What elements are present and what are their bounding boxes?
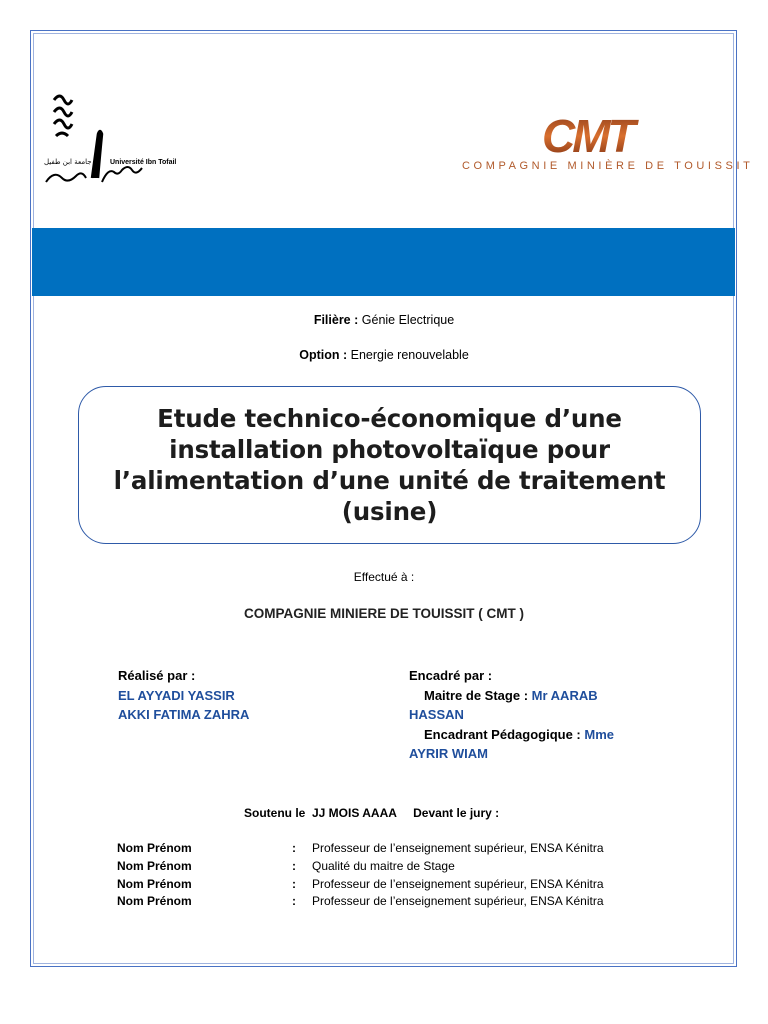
- pedago-name-2: AYRIR WIAM: [409, 746, 488, 761]
- jury-colon: :: [292, 841, 296, 855]
- logo-arabic-univ: جامعة ابن طفيل: [44, 158, 92, 166]
- universite-ibn-tofail-logo: [40, 86, 177, 196]
- jury-row: [117, 876, 604, 894]
- pedago-name-1: Mme: [584, 726, 614, 742]
- maitre-line: [409, 686, 669, 706]
- jury-colon: :: [292, 894, 296, 909]
- logo-latin-univ: Université Ibn Tofail: [110, 159, 177, 166]
- maitre-name-1: Mr AARAB: [531, 687, 598, 703]
- option-line: [0, 348, 768, 362]
- filiere-line: [0, 313, 768, 327]
- jury-desc: Professeur de l’enseignement supérieur, ENSA Kénitra: [312, 894, 604, 909]
- header-band: [32, 228, 735, 296]
- jury-desc: Professeur de l’enseignement supérieur, ENSA Kénitra: [312, 841, 604, 855]
- maitre-name-2: HASSAN: [409, 707, 464, 722]
- pedago-label: Encadrant Pédagogique :: [424, 726, 581, 742]
- jury-row: [117, 840, 604, 858]
- maitre-label: Maitre de Stage :: [424, 687, 529, 703]
- jury-row: [117, 893, 604, 911]
- title-line-2: installation photovoltaïque pour: [169, 435, 610, 464]
- realise-section: [118, 666, 249, 725]
- option-value: Energie renouvelable: [350, 348, 469, 362]
- pedago-line: [409, 725, 669, 745]
- company-name: COMPAGNIE MINIERE DE TOUISSIT ( CMT ): [243, 606, 524, 621]
- jury-colon: :: [292, 858, 296, 873]
- jury-desc: Qualité du maitre de Stage: [312, 858, 455, 873]
- document-title: [114, 403, 666, 527]
- soutenu-line: Soutenu le JJ MOIS AAAA Devant le jury :: [244, 806, 500, 820]
- jury-colon: :: [292, 876, 296, 891]
- jury-desc: Professeur de l’enseignement supérieur, ENSA Kénitra: [312, 876, 604, 891]
- filiere-label: Filière :: [313, 313, 359, 327]
- realise-label: Réalisé par :: [118, 668, 196, 683]
- option-label: Option :: [299, 348, 348, 362]
- cmt-tagline: COMPAGNIE MINIÈRE DE TOUISSIT: [462, 160, 754, 172]
- title-line-4: (usine): [341, 497, 438, 526]
- title-box: [78, 386, 701, 544]
- encadre-section: [409, 666, 669, 764]
- encadre-label: Encadré par :: [409, 668, 493, 683]
- title-line-3: l’alimentation d’une unité de traitement: [113, 466, 666, 495]
- jury-name: Nom Prénom: [117, 858, 192, 873]
- title-line-1: Etude technico-économique d’une: [157, 404, 622, 433]
- jury-name: Nom Prénom: [117, 841, 192, 855]
- student-2: AKKI FATIMA ZAHRA: [118, 707, 250, 722]
- student-1: EL AYYADI YASSIR: [118, 687, 235, 703]
- filiere-value: Génie Electrique: [361, 313, 455, 327]
- cmt-mark: CMT: [542, 110, 633, 162]
- jury-row: [117, 858, 604, 876]
- jury-list: [117, 840, 604, 911]
- effectue-label: Effectué à :: [353, 570, 415, 584]
- cmt-logo: [538, 108, 668, 160]
- jury-name: Nom Prénom: [117, 894, 192, 909]
- jury-name: Nom Prénom: [117, 876, 192, 891]
